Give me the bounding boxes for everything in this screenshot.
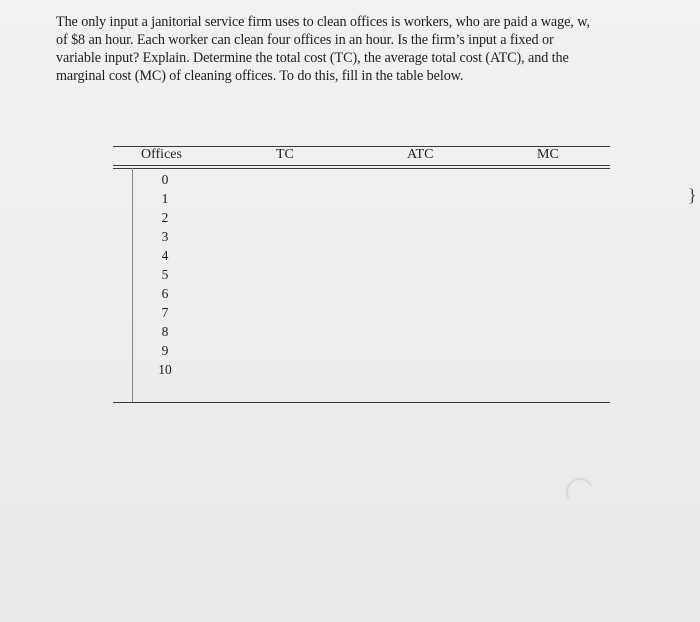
question-line: of $8 an hour. Each worker can clean four offices in an hour. Is the firm’s input a fixed or	[56, 32, 554, 48]
header-offices: Offices	[141, 147, 182, 162]
table-row: 0	[161, 172, 169, 187]
table-row: 10	[158, 362, 172, 377]
table-row: 6	[161, 286, 169, 301]
header-rule	[113, 165, 610, 166]
table-top-rule	[113, 146, 610, 147]
header-tc: TC	[276, 147, 294, 162]
question-line: variable input? Explain. Determine the total cost (TC), the average total cost (ATC), and the	[56, 50, 569, 66]
table-row: 4	[161, 248, 169, 263]
question-line: marginal cost (MC) of cleaning offices. To do this, fill in the table below.	[56, 68, 464, 84]
table-row: 9	[161, 343, 169, 358]
table-row: 1	[161, 191, 169, 206]
table-row: 3	[161, 229, 169, 244]
header-atc: ATC	[407, 147, 434, 162]
header-mc: MC	[537, 147, 559, 162]
offices-column	[140, 170, 190, 379]
table-row: 8	[161, 324, 169, 339]
table-row: 2	[161, 210, 169, 225]
question-text	[56, 13, 656, 85]
margin-bracket: }	[688, 185, 697, 205]
page-smudge	[563, 475, 597, 509]
table-row: 5	[161, 267, 169, 282]
offices-column-divider	[132, 168, 133, 403]
table-bottom-rule	[113, 402, 610, 403]
question-line: The only input a janitorial service firm uses to clean offices is workers, who are paid a wage, w,	[56, 14, 590, 30]
table-row: 7	[161, 305, 169, 320]
header-rule-double	[113, 168, 610, 169]
